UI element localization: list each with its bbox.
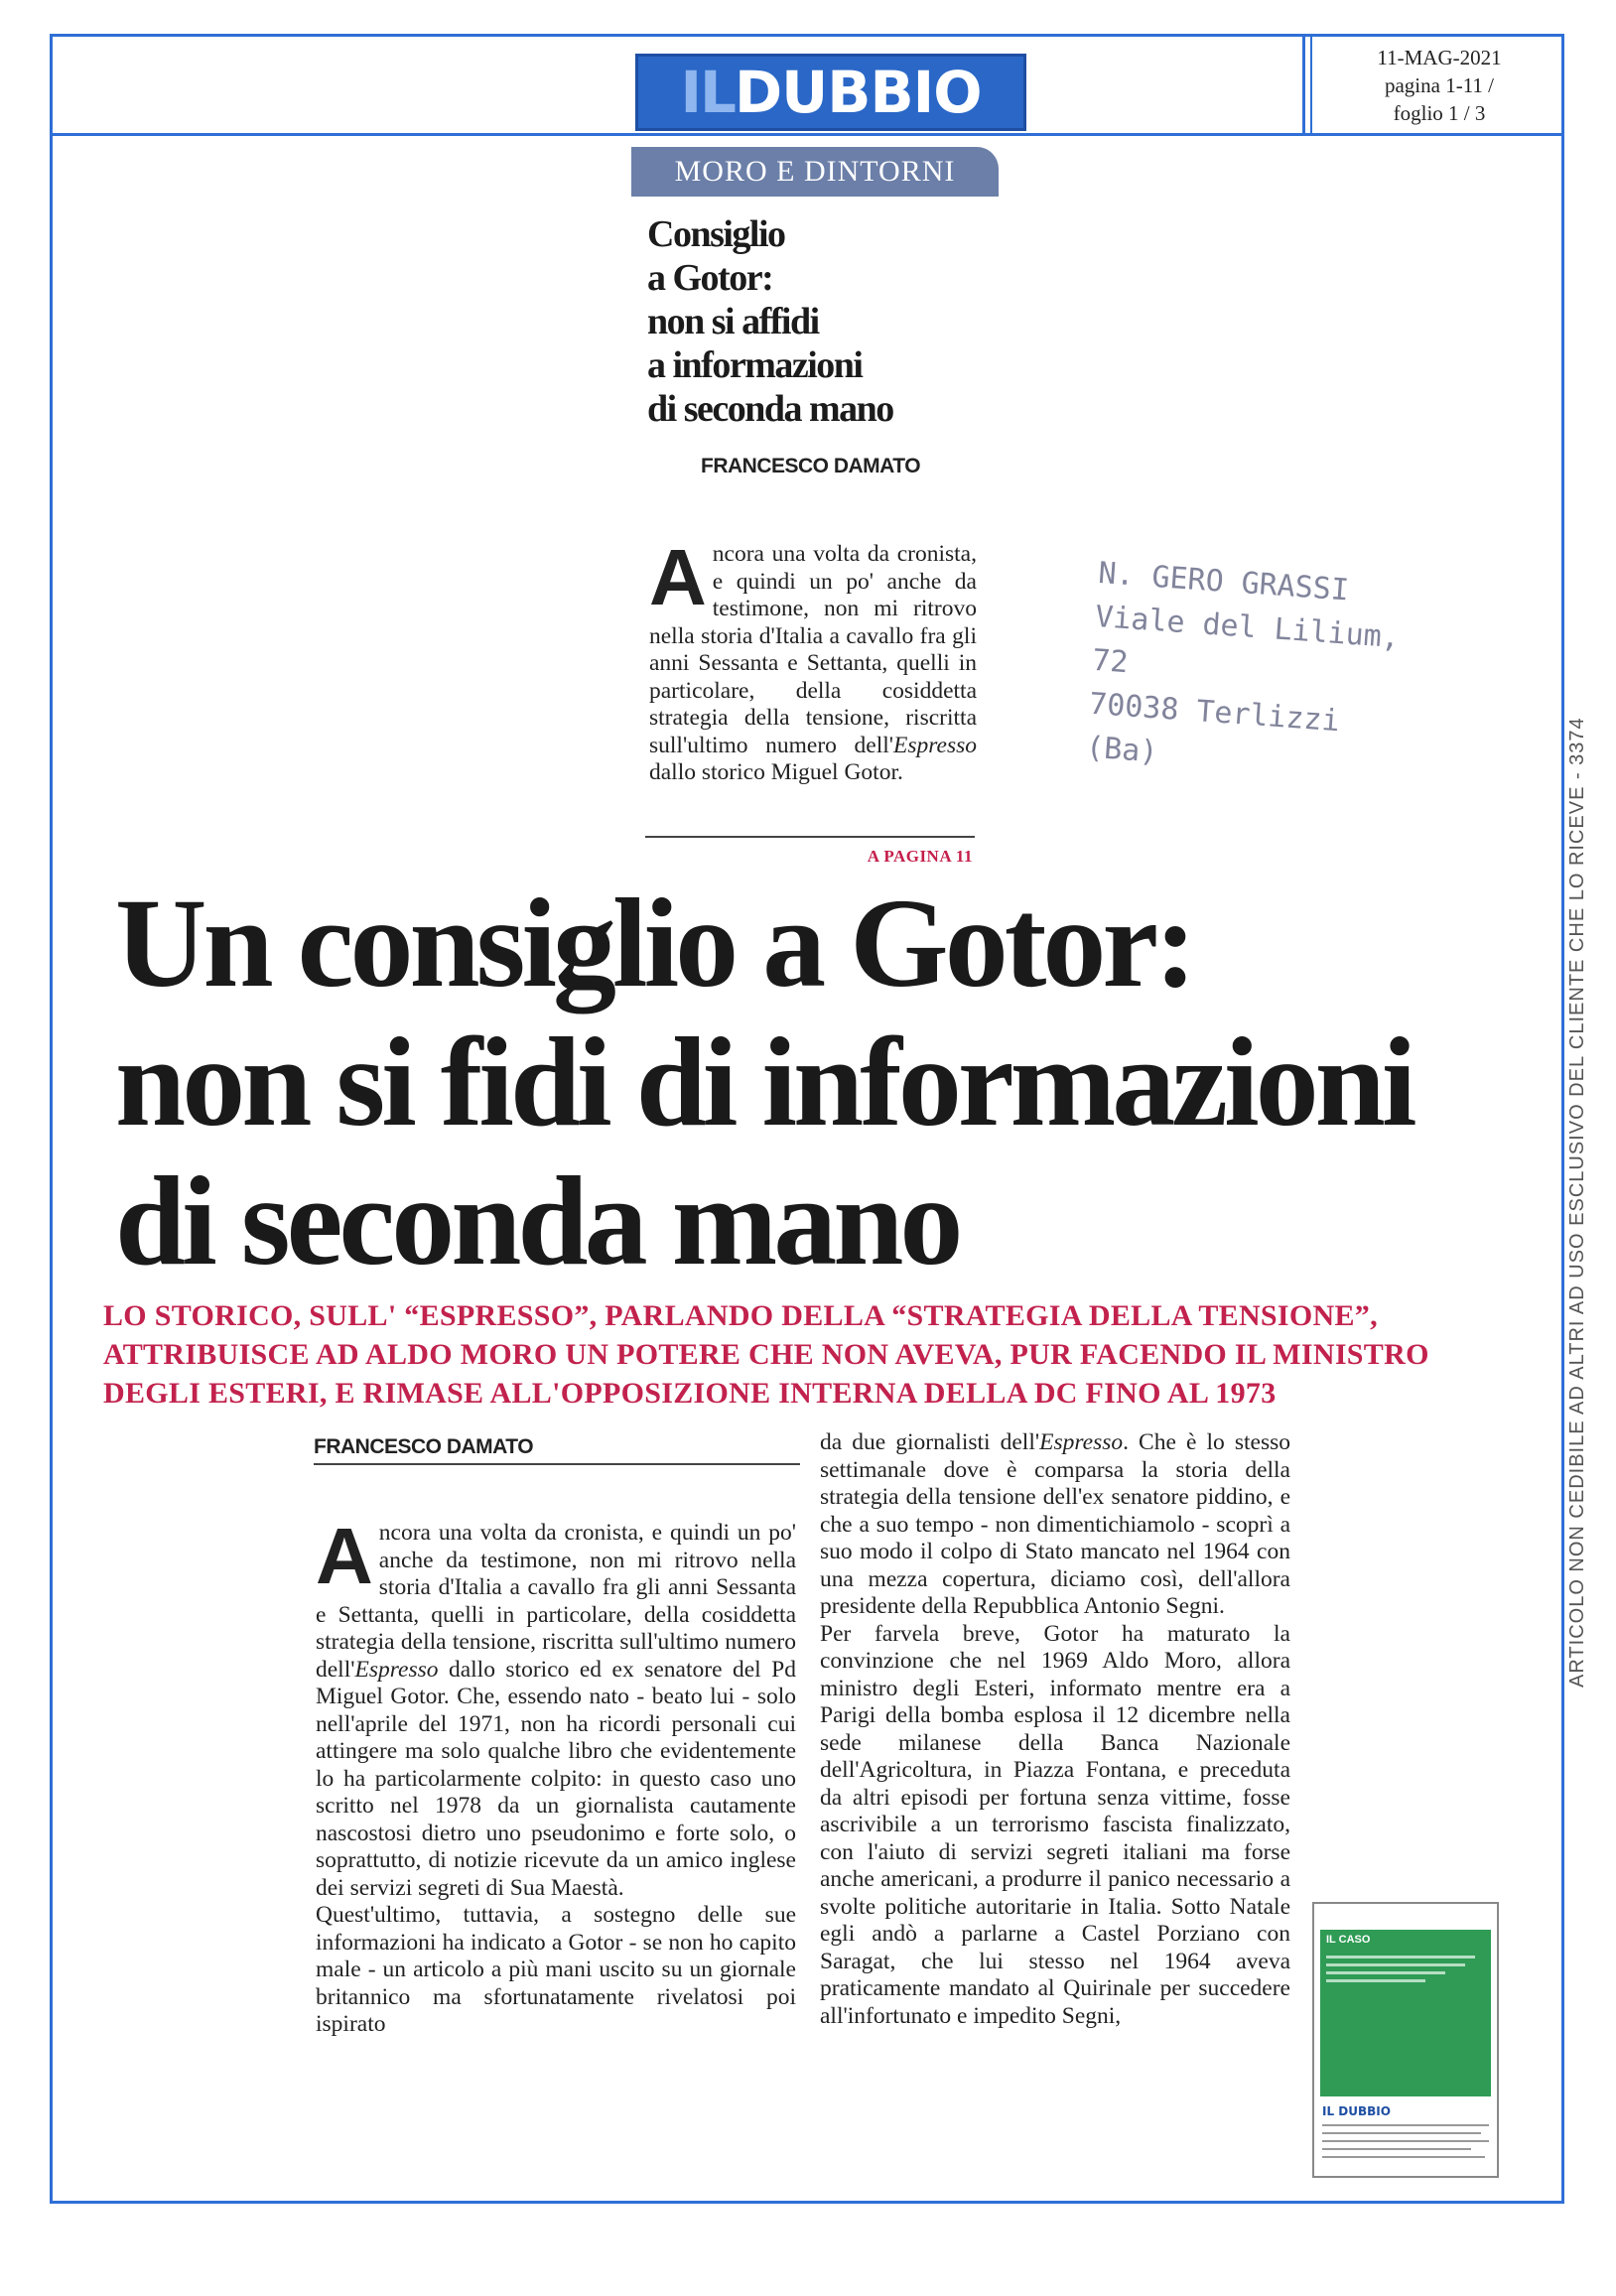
headline-line: non si fidi di informazioni — [115, 1012, 1414, 1152]
logo-il: IL — [680, 59, 735, 126]
paragraph-text: . Che è lo stesso settimanale dove è comparsa la storia della strategia della tensione dell'ex senatore piddino, e che a suo tempo - non dimentichiamolo - scoprì a suo modo il colpo di Stato mancato nel 1964 con una mezza copertura, diciamo così, dell'allora presidente della Repubblica Antonio Segni. — [820, 1429, 1290, 1619]
header-divider — [50, 133, 1564, 136]
paragraph-magazine: Espresso — [354, 1656, 439, 1683]
thumbnail-line — [1326, 1956, 1475, 1958]
teaser-title-line: a Gotor: — [647, 257, 773, 299]
logo-name: DUBBIO — [735, 59, 982, 126]
article-column-1 — [316, 1512, 796, 2039]
headline-line: Un consiglio a Gotor: — [115, 873, 1193, 1013]
byline-rule — [314, 1463, 800, 1465]
meta-divider-inner — [1310, 34, 1312, 135]
paragraph-text: da due giornalisti dell' — [820, 1429, 1040, 1455]
stamp-line: N. GERO GRASSI — [1097, 555, 1350, 608]
teaser-title — [647, 212, 1005, 431]
teaser-page-ref: A PAGINA 11 — [867, 847, 973, 866]
meta-date: 11-MAG-2021 — [1377, 46, 1502, 69]
address-stamp — [1085, 552, 1426, 770]
section-kicker: MORO E DINTORNI — [631, 147, 999, 197]
teaser-title-line: a informazioni — [647, 344, 863, 386]
teaser-rule — [645, 836, 975, 838]
teaser-dropcap: A — [649, 533, 707, 621]
headline-line: di seconda mano — [115, 1150, 960, 1291]
thumbnail-text-line — [1322, 2132, 1481, 2134]
stamp-line: 70038 Terlizzi (Ba) — [1085, 686, 1341, 770]
subhead-line: ATTRIBUISCE AD ALDO MORO UN POTERE CHE NON AVEVA, PUR FACENDO IL MINISTRO — [103, 1338, 1429, 1371]
clipping-meta — [1320, 44, 1558, 127]
thumbnail-text-line — [1322, 2124, 1489, 2126]
meta-pages: pagina 1-11 / — [1384, 73, 1495, 97]
article-byline: FRANCESCO DAMATO — [314, 1435, 534, 1458]
teaser-text — [649, 533, 977, 787]
teaser-title-line: Consiglio — [647, 213, 785, 255]
stamp-line: Viale del Lilium, 72 — [1091, 599, 1401, 681]
thumbnail-line — [1326, 1963, 1465, 1966]
thumbnail-green-box — [1320, 1930, 1491, 2096]
subhead-line: LO STORICO, SULL' “ESPRESSO”, PARLANDO DELLA “STRATEGIA DELLA TENSIONE”, — [103, 1299, 1378, 1332]
teaser-text-part: ncora una volta da cronista, e quindi un po' anche da testimone, non mi ritrovo nella storia d'Italia a cavallo fra gli anni Sessanta e Settanta, quelli in particolare, della cosiddetta strategia della tensione, riscritta sull'ultimo numero dell' — [649, 541, 977, 758]
teaser-text-part: dallo storico Miguel Gotor. — [649, 759, 903, 785]
meta-sheet: foglio 1 / 3 — [1393, 101, 1486, 125]
teaser-title-line: di seconda mano — [647, 388, 893, 430]
thumbnail-logo: IL DUBBIO — [1322, 2104, 1391, 2118]
teaser-title-line: non si affidi — [647, 301, 819, 342]
thumbnail-line — [1326, 1971, 1445, 1974]
page-thumbnail — [1312, 1902, 1499, 2178]
meta-divider — [1302, 34, 1305, 135]
copyright-side-caption: ARTICOLO NON CEDIBILE AD ALTRI AD USO ESCLUSIVO DEL CLIENTE CHE LO RICEVE - 3374 — [1566, 717, 1588, 1688]
newspaper-logo — [635, 54, 1026, 131]
paragraph — [820, 1429, 1290, 1621]
teaser-byline: FRANCESCO DAMATO — [701, 455, 921, 477]
thumbnail-label: IL CASO — [1326, 1934, 1371, 1946]
paragraph-text: dallo storico ed ex senatore del Pd Miguel Gotor. Che, essendo nato - beato lui - solo nell'aprile del 1971, non ha ricordi personali cui attingere ma solo qualche libro che evidentemente lo ha particolarmente colpito: in questo caso uno scritto nel 1978 da un giornalista cautamente nascostosi dietro uno pseudonimo e forte solo, o soprattutto, di notizie ricevute da un amico inglese dei servizi segreti di Sua Maestà. — [316, 1656, 796, 1901]
paragraph-magazine: Espresso — [1039, 1429, 1124, 1455]
article-column-2 — [820, 1429, 1290, 2030]
thumbnail-text-line — [1322, 2148, 1471, 2150]
thumbnail-text-line — [1322, 2140, 1489, 2142]
thumbnail-line — [1326, 1979, 1425, 1982]
paragraph: Quest'ultimo, tuttavia, a sostegno delle sue informazioni ha indicato a Gotor - se non ho capito male - un articolo a più mani uscito su un giornale britannico ma sfortunatamente rivelatosi poi ispirato — [316, 1902, 796, 2037]
paragraph-text: ncora una volta da cronista, e quindi un po' anche da testimone, non mi ritrovo nella storia d'Italia a cavallo fra gli anni Sessanta e Settanta, quelli in particolare, della cosiddetta strategia della tensione, riscritta sull'ultimo numero dell' — [316, 1520, 796, 1683]
article-headline — [115, 874, 1525, 1290]
teaser-text-magazine: Espresso — [893, 732, 977, 758]
paragraph — [316, 1512, 796, 1902]
article-subhead — [103, 1296, 1533, 1413]
paragraph: Per farvela breve, Gotor ha maturato la convinzione che nel 1969 Aldo Moro, allora ministro degli Esteri, informato mentre era a Parigi della bomba esplosa il 12 dicembre nella sede milanese della Banca Nazionale dell'Agricoltura, in Piazza Fontana, e preceduta da altri episodi per fortuna senza vittime, fosse ascrivibile a un terrorismo fascista finalizzato, con l'aiuto di servizi segreti italiani ma forse anche americani, a produrre il panico necessario a svolte politiche autoritarie in Italia. Sotto Natale egli andò a parlarne a Castel Porziano con Saragat, che lui stesso nel 1964 aveva praticamente mandato al Quirinale per succedere all'infortunato e impedito Segni, — [820, 1620, 1290, 2029]
thumbnail-text-line — [1322, 2156, 1485, 2158]
article-dropcap: A — [316, 1512, 373, 1600]
subhead-line: DEGLI ESTERI, E RIMASE ALL'OPPOSIZIONE INTERNA DELLA DC FINO AL 1973 — [103, 1377, 1277, 1410]
